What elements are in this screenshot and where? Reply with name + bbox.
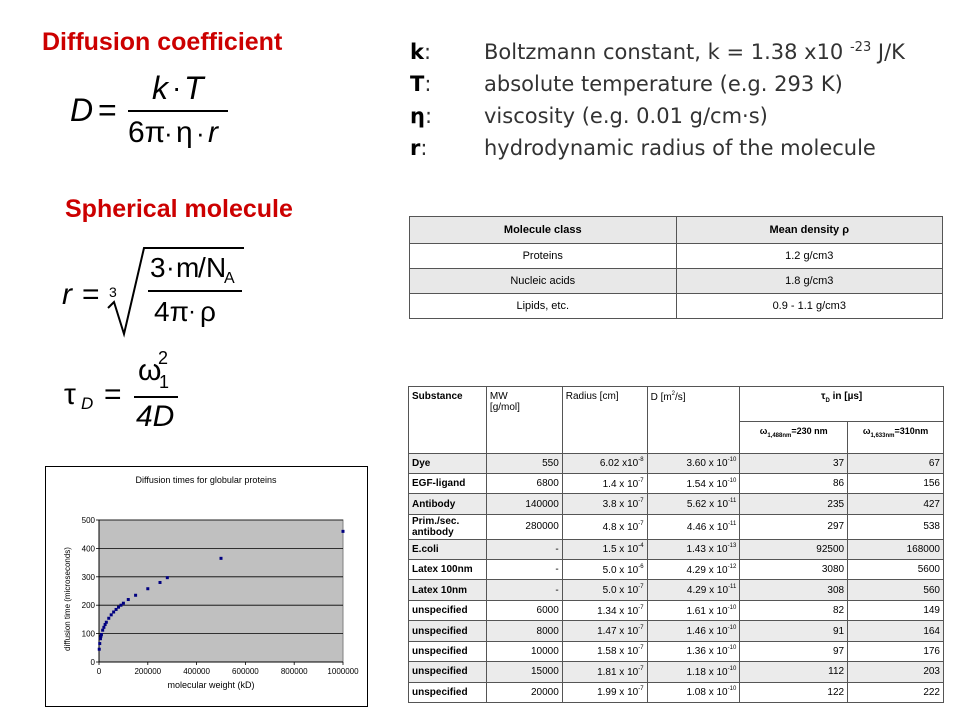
tau-310-cell: 149: [848, 600, 944, 620]
d-exponent: -10: [727, 686, 737, 693]
root-index: 3: [109, 284, 117, 300]
tau-symbol: τ: [821, 391, 826, 402]
header-d-label: D [m: [650, 392, 672, 403]
substance-name-text: antibody: [412, 526, 454, 538]
substance-name: [409, 621, 487, 641]
table-row: [410, 294, 943, 319]
y-tick-label: 300: [81, 572, 95, 582]
y-tick-label: 100: [81, 629, 95, 639]
radius-value: 5.0 x 10: [602, 564, 639, 576]
d-exponent: -10: [727, 457, 737, 464]
table-row: [410, 244, 943, 269]
substance-name-text: Dye: [412, 457, 431, 469]
radius-exponent: -7: [638, 520, 644, 527]
tau-310-cell: 203: [848, 662, 944, 682]
radius-cell: [562, 600, 647, 620]
radius-cell: [562, 580, 647, 600]
d-cell: [647, 662, 740, 682]
data-point: [102, 626, 105, 629]
tau-310-cell: 168000: [848, 539, 944, 559]
table-row: [409, 560, 944, 580]
radius-exponent: -7: [638, 665, 644, 672]
tau-subscript: D: [825, 398, 830, 404]
table-row: [409, 539, 944, 559]
d-cell: [647, 453, 740, 473]
tau-310-cell: 427: [848, 494, 944, 514]
radius-exponent: -7: [638, 584, 644, 591]
d-exponent: -10: [727, 665, 737, 672]
definition-k-text: Boltzmann constant, k = 1.38 x10: [484, 40, 850, 64]
x-tick-label: 400000: [183, 667, 210, 676]
radius-value: 1.34 x 10: [597, 605, 639, 617]
table-row: [409, 600, 944, 620]
tau-230-cell: 37: [740, 453, 848, 473]
substance-name: [409, 580, 487, 600]
tau-230-cell: 86: [740, 474, 848, 494]
data-point: [220, 557, 223, 560]
formula-dot: ·: [196, 118, 205, 148]
header-mean-density: Mean density ρ: [676, 217, 943, 244]
chart-svg: [46, 467, 367, 706]
mw-cell: 550: [486, 453, 562, 473]
header-omega-230: [740, 422, 848, 453]
d-cell: [647, 621, 740, 641]
mw-cell: 8000: [486, 621, 562, 641]
plot-background: [99, 520, 343, 662]
formula-subscript-1: 1: [159, 372, 170, 392]
chart-y-axis-label: diffusion time (microseconds): [63, 547, 72, 651]
formula-dot: ·: [166, 252, 175, 282]
data-point: [127, 598, 130, 601]
formula-fraction-line: [128, 110, 228, 112]
formula-equals: =: [104, 378, 122, 411]
substance-name-text: unspecified: [412, 686, 468, 698]
tau-310-cell: 222: [848, 682, 944, 702]
tau-230-cell: 92500: [740, 539, 848, 559]
header-substance: Substance: [409, 387, 487, 454]
mw-cell: -: [486, 560, 562, 580]
omega-value: =230 nm: [791, 426, 828, 437]
header-molecule-class: Molecule class: [410, 217, 677, 244]
symbol-t: T: [410, 72, 425, 96]
chart-plot-area: [82, 516, 359, 676]
formula-m: m: [176, 252, 200, 283]
mw-cell: -: [486, 580, 562, 600]
table-row: [409, 621, 944, 641]
radius-cell: [562, 560, 647, 580]
radius-value: 5.0 x 10: [602, 585, 639, 597]
radius-exponent: -4: [638, 543, 644, 550]
omega-subscript: 1,488nm: [767, 433, 792, 440]
omega-symbol: ω: [862, 426, 871, 437]
unit: J/K: [871, 40, 905, 64]
radius-value: 1.81 x 10: [597, 666, 639, 678]
colon: :: [424, 104, 433, 128]
d-value: 4.29 x 10: [686, 585, 729, 597]
table-row: [409, 662, 944, 682]
radius-exponent: -7: [638, 604, 644, 611]
d-value: 1.61 x 10: [686, 605, 728, 617]
d-value: 1.36 x 10: [686, 646, 728, 658]
radius-value: 1.5 x 10: [602, 544, 639, 556]
formula-equals: =: [82, 278, 100, 311]
tau-230-cell: 97: [740, 641, 848, 661]
table-row: [409, 453, 944, 473]
data-point: [112, 611, 115, 614]
radius-value: 1.47 x 10: [597, 626, 639, 637]
symbol-eta: η: [410, 104, 425, 128]
radius-value: 1.99 x 10: [597, 687, 639, 699]
data-point: [110, 613, 113, 616]
radius-exponent: -7: [638, 686, 644, 693]
formula-d-symbol: D: [70, 92, 94, 128]
tau-230-cell: 91: [740, 621, 848, 641]
formula-r-symbol: r: [62, 278, 72, 311]
substance-name: [409, 560, 487, 580]
radius-exponent: -8: [638, 457, 644, 464]
diffusion-times-chart: [45, 466, 368, 707]
d-exponent: -11: [728, 498, 737, 505]
header-mw-label: MW: [489, 391, 508, 402]
mw-cell: 140000: [486, 494, 562, 514]
definition-t-text: absolute temperature (e.g. 293 K): [484, 72, 843, 96]
d-cell: [647, 514, 740, 539]
radius-cell: [562, 474, 647, 494]
formula-n: N: [206, 252, 227, 283]
definition-k: [410, 40, 950, 72]
table-header-row: [410, 217, 943, 244]
radius-exponent: -6: [638, 563, 644, 570]
header-mw: [486, 387, 562, 454]
formula-eta: η: [176, 116, 193, 149]
tau-310-cell: 538: [848, 514, 944, 539]
header-radius: Radius [cm]: [562, 387, 647, 454]
colon: :: [424, 72, 432, 96]
definition-r: [410, 136, 950, 168]
d-value: 1.46 x 10: [686, 626, 728, 637]
d-value: 4.29 x 10: [686, 564, 728, 576]
table-header-row: [409, 387, 944, 422]
data-point: [101, 629, 104, 632]
data-point: [105, 621, 108, 624]
formula-3: 3: [150, 252, 166, 283]
y-tick-label: 200: [81, 601, 95, 611]
variable-definitions: [410, 40, 950, 168]
table-row: [409, 580, 944, 600]
d-value: 5.62 x 10: [686, 499, 729, 511]
radius-cell: [562, 621, 647, 641]
data-point: [134, 594, 137, 597]
table-cell: Lipids, etc.: [410, 294, 677, 319]
d-exponent: -10: [727, 604, 737, 611]
formula-6pi: 6π: [128, 116, 166, 149]
radius-value: 6.02 x10: [599, 458, 639, 470]
omega-value: =310nm: [894, 426, 929, 437]
radius-cell: [562, 662, 647, 682]
substance-name-text: E.coli: [412, 543, 439, 555]
radius-cell: [562, 514, 647, 539]
x-tick-label: 800000: [280, 667, 308, 676]
formula-d-subscript: D: [81, 394, 94, 413]
substance-name-text: Latex 10nm: [412, 584, 468, 596]
tau-230-cell: 122: [740, 682, 848, 702]
formula-tau: τ: [64, 378, 76, 411]
radius-exponent: -7: [638, 645, 644, 652]
formula-rho: ρ: [200, 296, 216, 327]
radius-value: 1.58 x 10: [597, 646, 639, 658]
chart-title: Diffusion times for globular proteins: [135, 475, 277, 485]
mw-cell: -: [486, 539, 562, 559]
mw-cell: 6000: [486, 600, 562, 620]
table-row: [409, 682, 944, 702]
table-row: [409, 641, 944, 661]
d-cell: [647, 560, 740, 580]
d-cell: [647, 494, 740, 514]
formula-fraction-line: [148, 290, 242, 292]
colon: :: [423, 40, 432, 64]
definition-eta-text: viscosity (e.g. 0.01 g/cm·s): [484, 104, 768, 128]
header-mw-unit: [g/mol]: [489, 402, 520, 413]
d-exponent: -10: [727, 477, 737, 484]
substance-name: [409, 474, 487, 494]
d-value: 1.08 x 10: [686, 687, 728, 699]
mw-cell: 10000: [486, 641, 562, 661]
data-point: [159, 581, 162, 584]
tau-230-cell: 3080: [740, 560, 848, 580]
mw-cell: 20000: [486, 682, 562, 702]
symbol-r: r: [410, 136, 421, 160]
mw-cell: 280000: [486, 514, 562, 539]
radius-cell: [562, 494, 647, 514]
definition-t: [410, 72, 950, 104]
tau-310-cell: 67: [848, 453, 944, 473]
table-row: [409, 514, 944, 539]
radius-value: 3.8 x 10: [602, 499, 639, 511]
substance-name-text: unspecified: [412, 645, 468, 657]
data-point: [122, 602, 125, 605]
formula-r-symbol: r: [208, 116, 218, 149]
symbol-k: k: [410, 40, 424, 64]
radius-cell: [562, 682, 647, 702]
substance-name-text: Prim./sec.: [412, 515, 460, 527]
data-point: [107, 617, 110, 620]
y-tick-label: 500: [81, 516, 95, 525]
radius-cell: [562, 641, 647, 661]
data-point: [146, 587, 149, 590]
substance-name: [409, 539, 487, 559]
omega-symbol: ω: [759, 426, 768, 437]
d-cell: [647, 539, 740, 559]
spherical-molecule-title: Spherical molecule: [65, 195, 293, 223]
d-value: 1.18 x 10: [686, 666, 728, 678]
data-point: [166, 576, 169, 579]
omega-subscript: 1,633nm: [870, 433, 895, 440]
data-point: [98, 648, 101, 651]
substance-name: [409, 600, 487, 620]
radius-exponent: -7: [638, 477, 644, 484]
formula-fraction-line: [134, 396, 178, 398]
data-point: [99, 637, 102, 640]
tau-310-cell: 156: [848, 474, 944, 494]
data-point: [98, 642, 101, 645]
substance-name-text: unspecified: [412, 625, 468, 637]
substance-name: [409, 494, 487, 514]
tau-310-cell: 5600: [848, 560, 944, 580]
radius-formula: [62, 242, 262, 342]
substance-name-text: unspecified: [412, 666, 468, 678]
d-value: 3.60 x 10: [686, 458, 728, 470]
formula-equals: =: [98, 92, 117, 128]
substance-name-text: Latex 100nm: [412, 564, 473, 576]
d-cell: [647, 580, 740, 600]
substance-name: [409, 514, 487, 539]
header-d: [647, 387, 740, 454]
data-point: [342, 530, 345, 533]
tau-310-cell: 164: [848, 621, 944, 641]
tau-310-cell: 560: [848, 580, 944, 600]
tau-230-cell: 297: [740, 514, 848, 539]
radius-cell: [562, 539, 647, 559]
x-tick-label: 0: [96, 667, 102, 676]
x-tick-label: 600000: [232, 667, 259, 676]
table-row: [410, 269, 943, 294]
formula-4d: 4D: [136, 400, 175, 433]
substance-name: [409, 453, 487, 473]
mw-cell: 6800: [486, 474, 562, 494]
diffusion-formula: [70, 70, 240, 160]
formula-k-symbol: k: [152, 70, 168, 106]
header-d-sup: 2: [671, 391, 676, 397]
d-value: 1.43 x 10: [686, 544, 728, 556]
table-row: [409, 494, 944, 514]
d-value: 4.46 x 10: [686, 521, 729, 533]
substance-name-text: unspecified: [412, 605, 468, 617]
d-exponent: -13: [727, 543, 737, 550]
chart-x-axis-label: molecular weight (kD): [167, 680, 255, 690]
formula-dot: ·: [188, 298, 196, 325]
header-d-end: /s]: [675, 392, 686, 403]
density-table: [409, 216, 943, 319]
d-cell: [647, 641, 740, 661]
tau-230-cell: 308: [740, 580, 848, 600]
radius-exponent: -7: [638, 625, 644, 631]
x-tick-label: 200000: [134, 667, 162, 676]
data-point: [100, 633, 103, 636]
d-cell: [647, 682, 740, 702]
d-exponent: -10: [727, 625, 737, 631]
colon: :: [420, 136, 428, 160]
tau-230-cell: 82: [740, 600, 848, 620]
formula-superscript-2: 2: [158, 348, 169, 368]
table-cell: Proteins: [410, 244, 677, 269]
d-exponent: -11: [728, 520, 737, 527]
exponent: -23: [849, 40, 872, 55]
formula-a-subscript: A: [224, 270, 235, 287]
table-cell: 1.8 g/cm3: [676, 269, 943, 294]
radius-value: 4.8 x 10: [602, 521, 639, 533]
d-value: 1.54 x 10: [686, 478, 728, 490]
definition-r-text: hydrodynamic radius of the molecule: [484, 136, 876, 160]
substance-name: [409, 682, 487, 702]
radius-value: 1.4 x 10: [602, 478, 639, 490]
tau-230-cell: 235: [740, 494, 848, 514]
radius-cell: [562, 453, 647, 473]
formula-t-symbol: T: [184, 70, 204, 106]
y-tick-label: 0: [90, 658, 95, 667]
definition-eta: [410, 104, 950, 136]
mw-cell: 15000: [486, 662, 562, 682]
table-cell: Nucleic acids: [410, 269, 677, 294]
formula-slash: /: [198, 252, 206, 283]
table-cell: 1.2 g/cm3: [676, 244, 943, 269]
diffusion-coefficient-title: Diffusion coefficient: [42, 28, 283, 56]
tau-310-cell: 176: [848, 641, 944, 661]
table-row: [409, 474, 944, 494]
tau-230-cell: 112: [740, 662, 848, 682]
d-exponent: -11: [728, 584, 737, 591]
table-cell: 0.9 - 1.1 g/cm3: [676, 294, 943, 319]
substance-name-text: Antibody: [412, 498, 456, 510]
header-omega-310: [848, 422, 944, 453]
radius-exponent: -7: [638, 498, 644, 505]
header-tau: [740, 387, 944, 422]
x-tick-label: 1000000: [327, 667, 359, 676]
formula-omega: ω: [138, 354, 162, 387]
d-exponent: -12: [727, 563, 737, 570]
d-exponent: -10: [727, 645, 737, 652]
y-tick-label: 400: [81, 544, 95, 554]
d-cell: [647, 600, 740, 620]
tau-unit: in [µs]: [829, 391, 863, 402]
diffusion-time-formula: [64, 350, 204, 434]
d-cell: [647, 474, 740, 494]
formula-dot: ·: [164, 118, 173, 148]
substance-name: [409, 662, 487, 682]
formula-dot: ·: [172, 72, 182, 103]
substance-name: [409, 641, 487, 661]
substance-table-body: [409, 453, 944, 702]
formula-4pi: 4π: [154, 296, 189, 327]
substance-table: [408, 386, 944, 703]
substance-name-text: EGF-ligand: [412, 478, 466, 490]
